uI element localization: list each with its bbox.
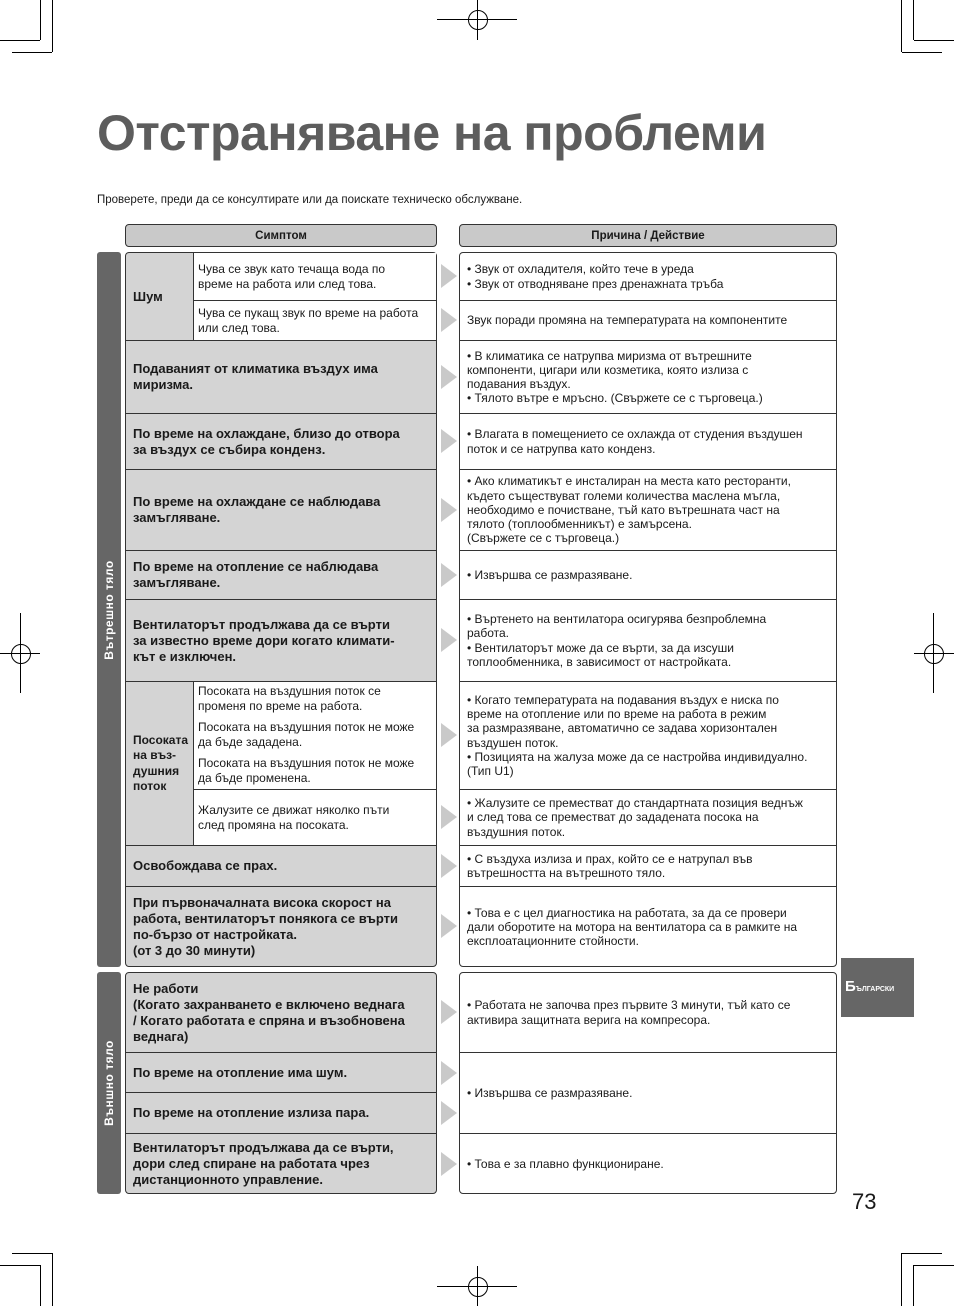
cause-high-speed: • Това е с цел диагностика на работата, за да се провери дали оборотите на мотора на вентилатора са в рамките на експлоатационните стойности. <box>467 905 798 949</box>
page-subtitle: Проверете, преди да се консултирате или да поискате техническо обслужване. <box>97 194 523 206</box>
cause-cooling-fog: • Ако климатикът е инсталиран на места като ресторанти, където съществуват големи количества маслена мъгла, необходимо е почистване, тъй като вътрешната част на тялото (топлообменникът) е замърсена. (Свържете се с търговеца.) <box>467 474 791 546</box>
cause-not-running: • Работата не започва през първите 3 минути, тъй като се активира защитната верига на компресора. <box>467 998 791 1027</box>
outdoor-unit-sidebar <box>97 972 121 1194</box>
registration-circle <box>468 10 488 30</box>
arrow-icon <box>441 1000 457 1024</box>
symptom-smell: Подаваният от климатика въздух има миризма. <box>133 361 378 392</box>
symptom-heating-fog: По време на отопление се наблюдава замъгляване. <box>133 559 379 590</box>
symptom-steam: По време на отопление излиза пара. <box>133 1105 370 1120</box>
airflow-sub-symptom-louver: Жалузите се движат няколко пъти след промяна на посоката. <box>194 790 436 845</box>
crop-mark <box>901 0 902 52</box>
arrow-icon <box>441 854 457 878</box>
crop-mark <box>901 1253 902 1306</box>
registration-circle <box>468 1277 488 1297</box>
crop-mark <box>12 52 52 53</box>
cause-condensation: • Влагата в помещението се охлажда от студения въздушен поток и се натрупва като конденз. <box>467 427 803 456</box>
arrow-icon <box>441 723 457 747</box>
language-tab-rest: ЪЛГАРСКИ <box>855 986 895 993</box>
crop-mark <box>52 0 53 52</box>
symptom-cooling-fog: По време на охлаждане се наблюдава замъгляване. <box>133 494 381 525</box>
page-title: Отстраняване на проблеми <box>97 105 767 161</box>
arrow-icon <box>441 365 457 389</box>
crop-mark <box>914 40 954 41</box>
arrow-icon <box>441 308 457 332</box>
crop-mark <box>913 1265 914 1306</box>
crop-mark <box>902 1253 942 1254</box>
symptom-noise: Шум <box>133 288 163 304</box>
arrow-icon <box>441 264 457 288</box>
arrow-icon <box>441 805 457 829</box>
crop-mark <box>12 1253 52 1254</box>
cause-heating-noise-steam: • Извършва се размразяване. <box>467 1085 633 1100</box>
crop-mark <box>902 52 942 53</box>
noise-sub-symptom-2: Чува се пукащ звук по време на работа или след това. <box>194 301 436 340</box>
noise-sub-symptom-1: Чува се звук като течаща вода по време на работа или след това. <box>194 253 436 300</box>
arrow-icon <box>441 429 457 453</box>
indoor-unit-label: Вътрешно тяло <box>102 559 116 660</box>
arrow-icon <box>441 914 457 938</box>
crop-mark <box>40 1265 41 1306</box>
arrow-icon <box>441 1152 457 1176</box>
arrow-icon <box>441 1061 457 1085</box>
symptom-airflow: Посоката на въз- душния поток <box>133 732 189 793</box>
crop-mark <box>0 1265 40 1266</box>
crop-mark <box>913 0 914 40</box>
page-number: 73 <box>852 1189 877 1214</box>
cause-dust: • С въздуха излиза и прах, който се е натрупал във вътрешността на вътрешното тяло. <box>467 851 753 880</box>
symptom-dust: Освобождава се прах. <box>133 858 278 873</box>
registration-circle <box>11 644 31 664</box>
arrow-icon <box>441 563 457 587</box>
symptom-high-speed: При първоначалната висока скорост на работа, вентилаторът понякога се върти по-бързо от настройката. (от 3 до 30 минути) <box>133 895 399 958</box>
symptom-header: Симптом <box>125 224 437 247</box>
cause-airflow-2: • Жалузите се преместват до стандартната позиция веднъж и след това се преместват до зададената посока на въздушния поток. <box>467 796 803 839</box>
airflow-sub-symptoms: Посоката на въздушния поток се променя по време на работа. Посоката на въздушния поток не може да бъде зададена. Посоката на въздушния поток не може да бъде променена. <box>194 682 436 789</box>
registration-circle <box>924 644 944 664</box>
cause-airflow-1: • Когато температурата на подавания въздух е ниска по време на отопление или по време на работа в режим за размразяване, автоматично се задава хоризонтален въздушен поток. • Позицията на жалуза може да се настройва индивидуално. (Тип U1) <box>467 692 808 778</box>
language-tab <box>841 958 914 1017</box>
symptom-condensation: По време на охлаждане, близо до отвора за въздух се събира конденз. <box>133 425 400 457</box>
arrow-icon <box>441 498 457 522</box>
cause-smell: • В климатика се натрупва миризма от вътрешните компоненти, цигари или козметика, която излиза с подавания въздух. • Тялото вътре е мръсно. (Свържете се с търговеца.) <box>467 348 763 406</box>
crop-mark <box>0 40 40 41</box>
cause-heating-fog: • Извършва се размразяване. <box>467 567 633 582</box>
symptom-fan-continues: Вентилаторът продължава да се върти за известно време дори когато климати- кът е изключен. <box>133 616 395 664</box>
symptom-fan-after-stop: Вентилаторът продължава да се върти, дори след спиране на работата чрез дистанционното управление. <box>133 1140 394 1187</box>
symptom-heating-noise: По време на отопление има шум. <box>133 1064 348 1080</box>
crop-mark <box>40 0 41 40</box>
symptom-not-running: Не работи (Когато захранването е включено веднага / Когато работата е спряна и възобновена веднага) <box>133 980 405 1044</box>
language-tab-initial: Б <box>845 978 856 995</box>
arrow-icon <box>441 628 457 652</box>
cause-fan-after-stop: • Това е за плавно функциониране. <box>467 1156 664 1171</box>
outdoor-unit-label: Външно тяло <box>102 1040 116 1126</box>
cause-fan-continues: • Въртенето на вентилатора осигурява безпроблемна работа. • Вентилаторът може да се върти, за да изсуши топлообменника, в зависимост от настройката. <box>467 612 767 669</box>
cause-noise-1: • Звук от охладителя, който тече в уреда • Звук от отводняване през дренажната тръба <box>467 262 724 291</box>
arrow-icon <box>441 1101 457 1125</box>
cause-header: Причина / Действие <box>459 224 837 247</box>
crop-mark <box>52 1253 53 1306</box>
indoor-unit-sidebar <box>97 252 121 967</box>
crop-mark <box>914 1265 954 1266</box>
cause-noise-2: Звук поради промяна на температурата на компонентите <box>467 313 788 328</box>
